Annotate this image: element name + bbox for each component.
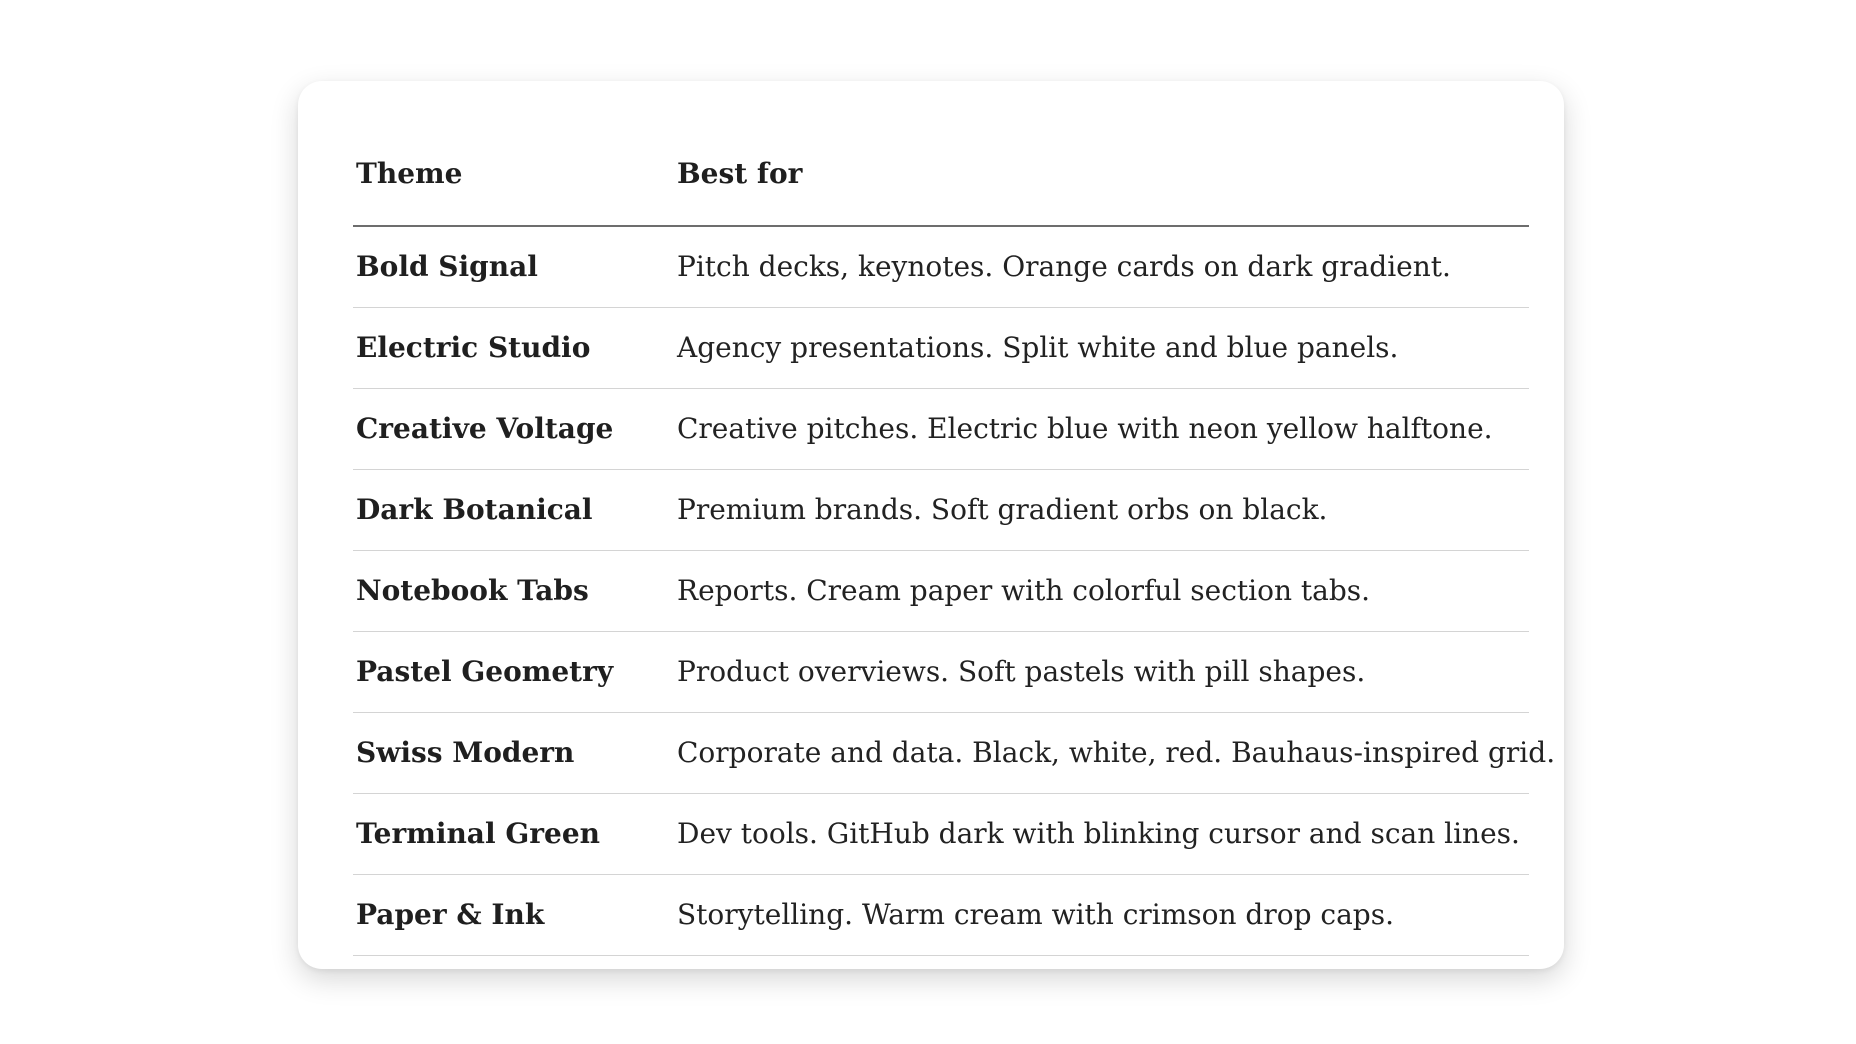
theme-description: Agency presentations. Split white and blue panels.	[674, 307, 1529, 388]
table-row	[353, 712, 1529, 793]
table-row	[353, 469, 1529, 550]
header-row	[353, 123, 1529, 226]
table-row	[353, 793, 1529, 874]
table-row	[353, 307, 1529, 388]
table-header	[353, 123, 1529, 226]
theme-name: Bold Signal	[353, 226, 674, 307]
theme-name: Creative Voltage	[353, 388, 674, 469]
theme-description: Creative pitches. Electric blue with neon yellow halftone.	[674, 388, 1529, 469]
theme-name: Swiss Modern	[353, 712, 674, 793]
table-row	[353, 226, 1529, 307]
table-row	[353, 631, 1529, 712]
table-body	[353, 226, 1556, 955]
theme-description: Premium brands. Soft gradient orbs on black.	[674, 469, 1529, 550]
theme-table	[353, 123, 1556, 956]
header-best-for: Best for	[674, 123, 1529, 226]
theme-name: Paper & Ink	[353, 874, 674, 955]
theme-name: Notebook Tabs	[353, 550, 674, 631]
theme-name: Dark Botanical	[353, 469, 674, 550]
theme-description: Reports. Cream paper with colorful section tabs.	[674, 550, 1529, 631]
theme-description: Pitch decks, keynotes. Orange cards on dark gradient.	[674, 226, 1529, 307]
theme-description: Corporate and data. Black, white, red. Bauhaus-inspired grid.	[674, 712, 1529, 793]
theme-table-card	[298, 81, 1564, 969]
theme-description: Product overviews. Soft pastels with pill shapes.	[674, 631, 1529, 712]
theme-name: Terminal Green	[353, 793, 674, 874]
theme-name: Electric Studio	[353, 307, 674, 388]
table-row	[353, 874, 1529, 955]
theme-description: Storytelling. Warm cream with crimson drop caps.	[674, 874, 1529, 955]
table-row	[353, 388, 1529, 469]
theme-description: Dev tools. GitHub dark with blinking cursor and scan lines.	[674, 793, 1529, 874]
theme-name: Pastel Geometry	[353, 631, 674, 712]
table-row	[353, 550, 1529, 631]
header-theme: Theme	[353, 123, 674, 226]
